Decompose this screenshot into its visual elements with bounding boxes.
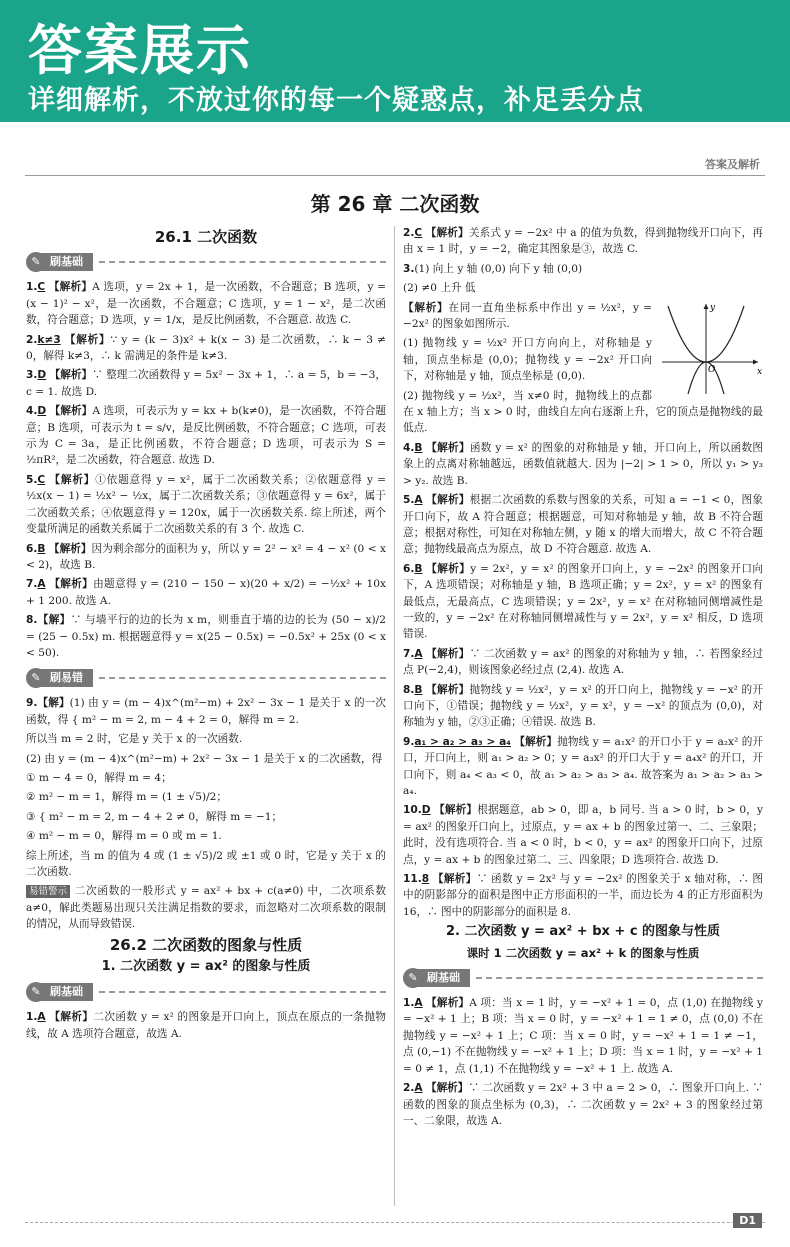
item-number: 1. [26, 281, 38, 294]
item-answer: A [37, 1011, 46, 1024]
badge-label: 刷基础 [413, 969, 470, 987]
item-line: ④ m² − m = 0，解得 m = 0 或 m = 1. [26, 830, 222, 843]
item-text: ∵ y = (k − 3)x² + k(x − 3) 是二次函数，∴ k − 3 ≠ 0，解得 k≠3，∴ k 需满足的条件是 k≠3. [26, 333, 386, 363]
item-number: 2. [403, 1082, 415, 1095]
item-line: (1) 由 y = (m − 4)x^(m²−m) + 2x² − 3x − 1 是关于 x 的一次函数，得 { m² − m = 2, m − 4 + 2 = 0，解得 m = 2. [26, 697, 386, 726]
answer-item [26, 576, 386, 609]
x-axis-arrow [753, 359, 758, 364]
answer-item [403, 682, 763, 731]
answer-item [403, 734, 763, 800]
item-tag: 【解析】 [48, 542, 92, 555]
item-text: 因为剩余部分的面积为 y，所以 y = 2² − x² = 4 − x² (0 < x < 2)，故选 B. [26, 542, 386, 571]
warning-label: 易错警示 [26, 885, 70, 898]
column-divider [394, 226, 395, 1206]
item-text: ∵ 整理二次函数得 y = 5x² − 3x + 1，∴ a = 5，b = −3，c = 1. 故选 D. [26, 369, 386, 398]
subsection-title-1: 1. 二次函数 y = ax² 的图象与性质 [101, 959, 311, 975]
banner-title: 答案展示 [28, 19, 252, 82]
item-tag: 【解析】 [49, 578, 94, 591]
item-number: 11. [403, 873, 422, 886]
badge-dash [99, 261, 386, 263]
answer-item [26, 367, 386, 400]
item-number: 5. [403, 494, 415, 507]
section-title-26-2: 26.2 二次函数的图象与性质 [109, 935, 303, 954]
item-tag: 【解】 [37, 614, 71, 627]
item-answer: B [37, 542, 46, 555]
page-number: D1 [733, 1213, 762, 1228]
answer-item [403, 561, 763, 643]
item-text: y = 2x²，y = x² 的图象开口向上，y = −2x² 的图象开口向下，A 选项错误；对称轴是 y 轴，B 选项正确；y = 2x²，y = x² 的图象有最低点，无最高点，C 选项错误；y = 2x²，y = x² 在对称轴同侧增减性是一致的，y = −2x² 在对称轴同侧增减性与 y = 2x²，y = x² 相反，D 选项错误. [403, 562, 763, 641]
answer-item [26, 332, 386, 365]
answer-item [26, 279, 386, 328]
left-column [26, 225, 386, 1210]
answer-item [403, 261, 763, 277]
item-line: (1) 抛物线 y = ½x² 开口方向向上，对称轴是 y 轴，顶点坐标是 (0,0)；抛物线 y = −2x² 开口向下，对称轴是 y 轴，顶点坐标是 (0,0). [403, 337, 652, 383]
item-text: 根据二次函数的系数与图象的关系，可知 a = −1 < 0，图象开口向下，故 A 符合题意；根据题意，可知对称轴是 y 轴，故 B 不符合题意；根据对称性，可知在对称轴左侧，y 随 x 的增大而增大，故 C 不符合题意；抛物线最高点为原点，故 D 不符合题意. 故选 A. [403, 494, 763, 556]
item-number: 8. [26, 614, 38, 627]
answer-item [403, 225, 763, 258]
item-answer: a₁ > a₂ > a₃ > a₄ [414, 735, 511, 748]
header-label: 答案及解析 [705, 158, 760, 171]
badge-label: 刷基础 [36, 983, 93, 1001]
item-number: 9. [403, 735, 415, 748]
item-answer: C [37, 473, 46, 486]
right-list-b [403, 440, 763, 920]
item-text: 由题意得 y = (210 − 150 − x)(20 + x/2) = −½x² + 10x + 1 200. 故选 A. [26, 578, 386, 607]
item-answer: A [414, 1082, 423, 1095]
item-tag: 【解析】 [426, 441, 470, 454]
item-number: 6. [403, 562, 415, 575]
item-number: 7. [26, 578, 38, 591]
answer-item [26, 695, 386, 728]
answer-item [403, 802, 763, 868]
item-text: 抛物线 y = a₁x² 的开口小于 y = a₂x² 的开口，开口向上，则 a₁ > a₂ > 0；y = a₃x² 的开口大于 y = a₄x² 的开口，开口向下，则 a₄ < a₃ < 0，故 a₁ > a₂ > a₃ > a₄. 故答案为 a₁ > a₂ > a₃ > a₄. [403, 735, 763, 797]
answer-item [26, 472, 386, 538]
item-answer: A [414, 494, 423, 507]
item-text: ∵ 二次函数 y = ax² 的图象的对称轴为 y 轴，∴ 若图象经过点 P(−2,4)，则该图象必经过点 (2,4). 故选 A. [403, 647, 763, 677]
item-tag: 【解析】 [425, 227, 469, 239]
item-tag: 【解析】 [426, 494, 470, 507]
pen-icon: ✎ [26, 668, 46, 688]
section-title-26-1: 26.1 二次函数 [154, 228, 258, 246]
pen-icon: ✎ [26, 252, 46, 272]
item-tag: 【解析】 [432, 873, 477, 886]
item-answer: B [414, 683, 423, 696]
item-number: 8. [403, 683, 415, 696]
origin-label: O [708, 364, 716, 375]
item-tag: 【解析】 [426, 647, 470, 660]
item-text: A 项：当 x = 1 时，y = −x² + 1 = 0，点 (1,0) 在抛物线 y = −x² + 1 上；B 项：当 x = 0 时，y = −x² + 1 = 1 ≠ 0，点 (0,0) 不在抛物线 y = −x² + 1 上；C 项：当 x = 0 时，y = −x² + 1 = 1 ≠ −1，点 (0,−1) 不在抛物线 y = −x² + 1 上；D 项：当 x = 1 时，y = −x² + 1 = 0 ≠ 1，点 (1,1) 不在抛物线 y = −x² + 1 上. 故选 A. [403, 997, 763, 1075]
item-number: 9. [26, 697, 38, 710]
item-tag: 【解析】 [426, 562, 471, 575]
answer-item [26, 541, 386, 574]
item-text: 抛物线 y = ½x²，y = x² 的开口向上，抛物线 y = −x² 的开口向下，①错误；抛物线 y = ½x²，y = x²，y = −x² 的顶点为 (0,0)，对称轴为 y 轴，②③正确；④错误. 故选 B. [403, 683, 763, 729]
item-tag: 【解析】 [49, 1011, 94, 1024]
y-axis-label: y [710, 302, 716, 313]
item-answer: C [414, 227, 423, 239]
item-text: A 选项，y = 2x + 1，是一次函数，不合题意；B 选项，y = (x − 1)² − x²，是一次函数，不合题意；C 选项，y = 1 − x²，是二次函数，符合题意；D 选项，y = 1/x，是反比例函数，不合题意. 故选 C. [26, 281, 386, 327]
item-number: 3. [403, 262, 415, 275]
item-number: 2. [403, 227, 415, 239]
item-number: 6. [26, 542, 38, 555]
item-number: 5. [26, 473, 38, 486]
item-answer: D [421, 804, 431, 817]
item-number: 3. [26, 369, 38, 382]
item-answer: A [414, 997, 423, 1010]
banner [0, 0, 790, 122]
answer-item [403, 995, 763, 1077]
item-line: ① m − 4 = 0，解得 m = 4； [26, 771, 172, 784]
item-tag: 【解析】 [64, 333, 111, 346]
item-tag: 【解析】 [49, 405, 93, 418]
answer-item [26, 403, 386, 469]
item-line: ③ { m² − m = 2, m − 4 + 2 ≠ 0，解得 m = −1； [26, 810, 283, 823]
item-number: 4. [403, 441, 415, 454]
item-number: 1. [26, 1011, 38, 1024]
item-tag: 【解析】 [425, 1082, 469, 1095]
answer-item [26, 612, 386, 661]
item-text: 根据题意，ab > 0，即 a，b 同号. 当 a > 0 时，b > 0，y = ax² 的图象开口向上，过原点，y = ax + b 的图象过第一、二、三象限；此时，没有选项符合. 当 a < 0 时，b < 0，y = ax² 的图象开口向下，过原点，y = ax + b 的图象过第二、三、四象限；D 选项符合. 故选 D. [403, 804, 763, 866]
answer-item [26, 1009, 386, 1042]
right-column [403, 225, 763, 1210]
pen-icon: ✎ [403, 968, 423, 988]
item-answer: C [37, 281, 46, 294]
answer-item [403, 440, 763, 489]
item-tag: 【解析】 [426, 683, 470, 696]
item-text: 函数 y = x² 的图象的对称轴是 y 轴，开口向上，所以函数图象上的点离对称轴越远，函数值就越大. 因为 |−2| > 1 > 0，所以 y₁ > y₃ > y₂. 故选 B. [403, 441, 763, 487]
lesson-title: 课时 1 二次函数 y = ax² + k 的图象与性质 [466, 945, 700, 960]
answer-item [403, 492, 763, 558]
badge-basic [26, 981, 386, 1003]
item-number: 2. [26, 333, 38, 346]
item-answer: A [37, 578, 46, 591]
item-text: ①依题意得 y = x²，属于二次函数关系；②依题意得 y = ½x(x − 1) = ½x² − ½x，属于二次函数关系；③依题意得 y = 6x²，属于二次函数关系；④依题意得 y = 120x，属于一次函数关系. 综上所述，两个变量所满足的函数关系属于二次函数关系的有 3 个. 故选 C. [26, 473, 386, 536]
warning-note [26, 883, 386, 932]
item-answer: k≠3 [37, 333, 61, 346]
badge-basic [403, 967, 763, 989]
banner-subtitle: 详细解析，不放过你的每一个疑惑点，补足丢分点 [28, 85, 644, 116]
right-list-c [403, 995, 763, 1129]
item-text: 二次函数 y = x² 的图象是开口向上，顶点在原点的一条抛物线，故 A 选项符合题意，故选 A. [26, 1011, 386, 1040]
badge-dash [476, 977, 763, 979]
item-number: 7. [403, 647, 415, 660]
item-answer: D [37, 369, 47, 382]
item-line: 综上所述，当 m 的值为 4 或 (1 ± √5)/2 或 ±1 或 0 时，它是 y 关于 x 的二次函数. [26, 849, 386, 878]
right-list-a [403, 225, 763, 258]
item-line: 所以当 m = 2 时，它是 y 关于 x 的一次函数. [26, 733, 243, 746]
x-axis-label: x [757, 366, 763, 377]
item-number: 4. [26, 405, 38, 418]
header-rule [25, 175, 765, 176]
chapter-title: 第 26 章 二次函数 [310, 192, 480, 216]
warning-text: 二次函数的一般形式 y = ax² + bx + c(a≠0) 中，二次项系数 a≠0，解此类题易出现只关注满足指数的要求，而忽略对二次项系数的限制的情况，从而导致错误. [26, 885, 386, 931]
y-axis-arrow [704, 304, 709, 309]
answer-item [403, 1080, 763, 1129]
badge-error [26, 667, 386, 689]
item-text: 关系式 y = −2x² 中 a 的值为负数，得到抛物线开口向下，再由 x = 1 时，y = −2，确定其图象是③，故选 C. [403, 227, 763, 256]
parabola-graph [658, 300, 763, 396]
badge-dash [99, 991, 386, 993]
item-line: (1) 向上 y 轴 (0,0) 向下 y 轴 (0,0) [414, 262, 583, 275]
left-basic-list [26, 279, 386, 661]
badge-dash [99, 677, 386, 679]
subsection-title-2: 2. 二次函数 y = ax² + bx + c 的图象与性质 [445, 924, 721, 940]
item-answer: 8 [421, 873, 430, 886]
badge-label: 刷易错 [36, 669, 93, 687]
item-answer: B [414, 441, 423, 454]
item-tag: 【解析】 [403, 301, 449, 314]
item-tag: 【解析】 [48, 281, 93, 294]
item-line: ② m² − m = 1，解得 m = (1 ± √5)/2； [26, 791, 227, 804]
answer-item [403, 646, 763, 679]
item-answer: A [414, 647, 423, 660]
item-number: 1. [403, 997, 415, 1010]
item-text: ∵ 二次函数 y = 2x² + 3 中 a = 2 > 0，∴ 图象开口向上. ∵ 函数的图象的顶点坐标为 (0,3)，∴ 二次函数 y = 2x² + 3 的图象经过第一、二象限，故选 A. [403, 1082, 763, 1127]
badge-label: 刷基础 [36, 253, 93, 271]
pen-icon: ✎ [26, 982, 46, 1002]
item-tag: 【解析】 [434, 804, 478, 817]
footer-rule [25, 1222, 765, 1223]
item-line: 在同一直角坐标系中作出 y = ½x²，y = −2x² 的图象如图所示. [403, 301, 652, 331]
item-text: ∵ 函数 y = 2x² 与 y = −2x² 的图象关于 x 轴对称，∴ 图中的阴影部分的面积是图中正方形面积的一半，而边长为 4 的正方形面积为 16，∴ 图中的阴影部分的面积是 8. [403, 873, 763, 918]
answer-item [403, 871, 763, 920]
item-answer: D [37, 405, 47, 418]
item-tag: 【解】 [37, 697, 70, 710]
item-text: ∵ 与墙平行的边的长为 x m，则垂直于墙的边的长为 (50 − x)/2 = (25 − 0.5x) m. 根据题意得 y = x(25 − 0.5x) = −0.5x² + 25x (0 < x < 50). [26, 614, 386, 659]
item-text: A 选项，可表示为 y = kx + b(k≠0)，是一次函数，不符合题意；B 选项，可表示为 t = s/v，是反比例函数，不符合题意；C 选项，可表示为 C = 3a，是正比例函数，不符合题意；D 选项，可表示为 S = ½πR²，是二次函数，符合题意. 故选 D. [26, 405, 386, 467]
item-line: (2) ≠0 上升 低 [403, 282, 476, 295]
item-tag: 【解析】 [49, 473, 96, 486]
badge-basic [26, 251, 386, 273]
item-line: (2) 由 y = (m − 4)x^(m²−m) + 2x² − 3x − 1 是关于 x 的二次函数，得 [26, 752, 383, 765]
item-tag: 【解析】 [49, 369, 93, 382]
item-line: (2) 抛物线 y = ½x²，当 x≠0 时，抛物线上的点都在 x 轴上方；当 x > 0 时，曲线自左向右逐渐上升，它的顶点是抛物线的最低点. [403, 389, 763, 435]
item-answer: B [414, 562, 423, 575]
item-number: 10. [403, 804, 422, 817]
item-tag: 【解析】 [514, 735, 558, 748]
item-tag: 【解析】 [426, 997, 470, 1010]
